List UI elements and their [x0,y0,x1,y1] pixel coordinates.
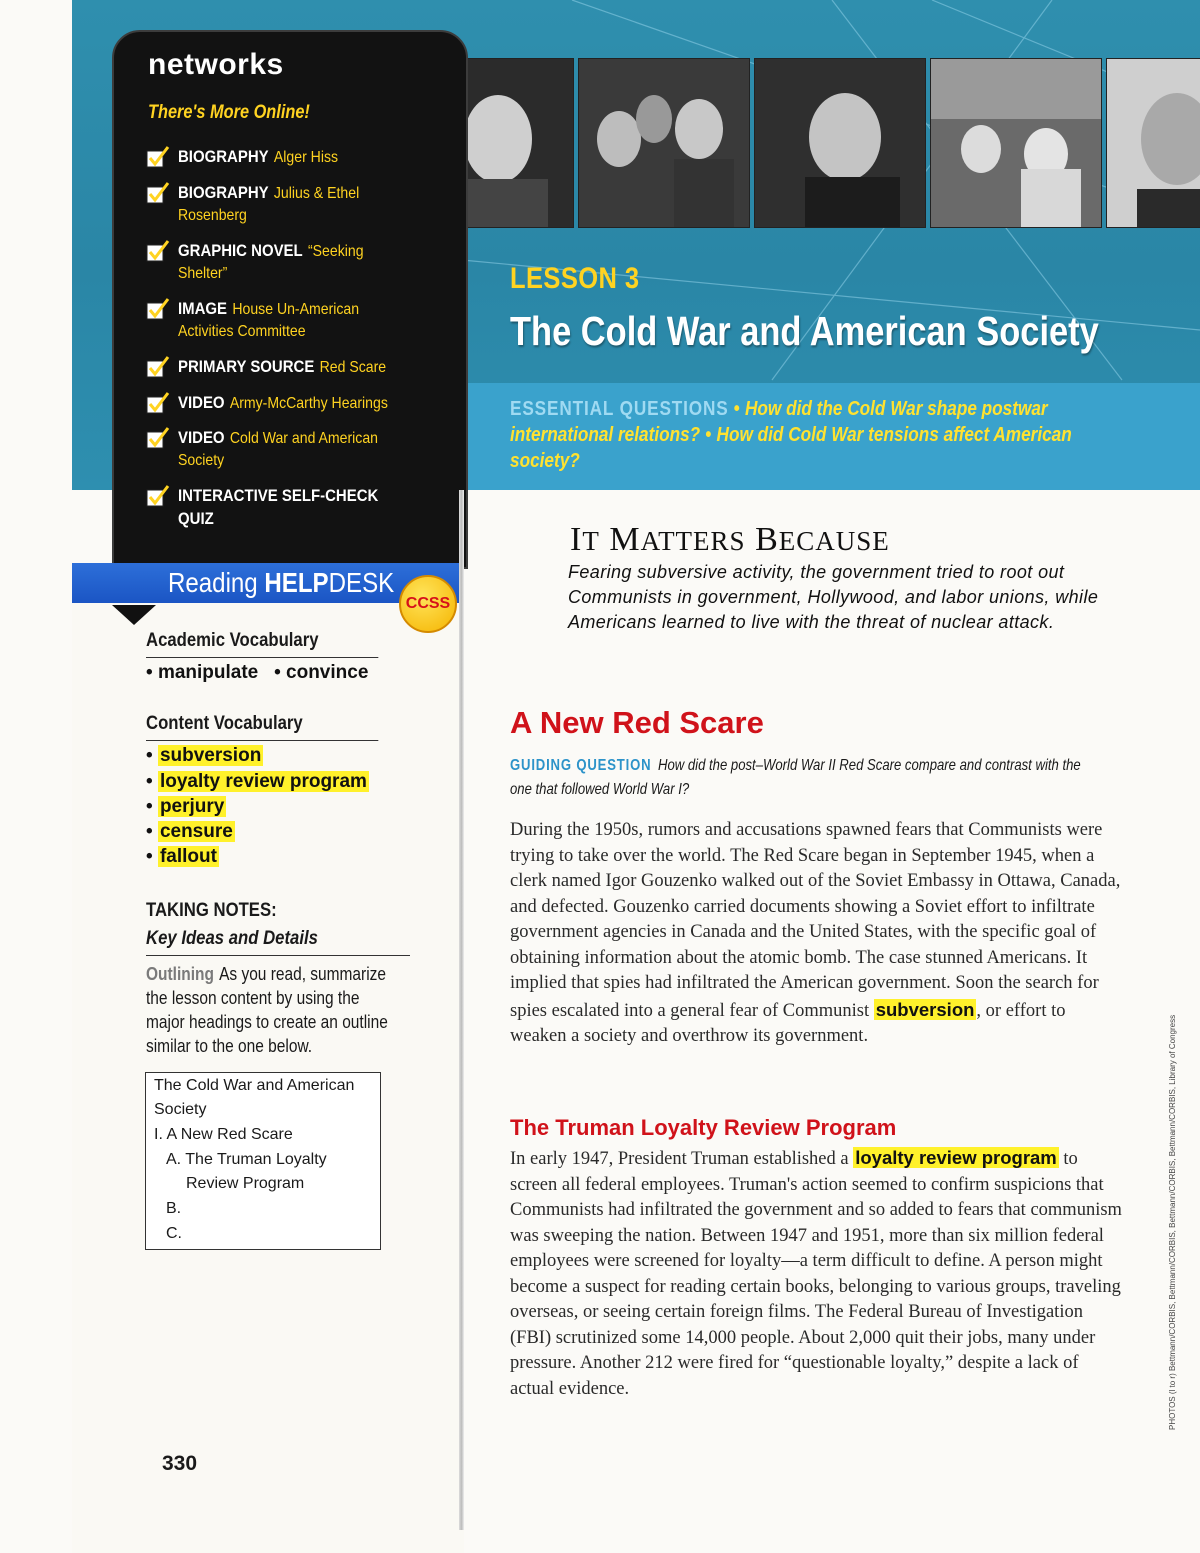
outline-line: The Cold War and American [154,1077,355,1094]
vocab-highlight: loyalty review program [855,1147,1057,1168]
outline-line: A. The Truman Loyalty [166,1151,327,1168]
key-ideas-heading: Key Ideas and Details [146,928,410,956]
lesson-number: LESSON 3 [510,262,640,295]
checkbox-icon [146,146,172,175]
vocab-term: • loyalty review program [146,771,367,792]
checkbox-icon [146,485,172,514]
academic-vocabulary-heading: Academic Vocabulary [146,630,378,658]
outline-line: Society [154,1101,207,1118]
academic-vocabulary-list: • manipulate • convince [146,662,369,683]
checkbox-icon [146,298,172,327]
online-item-video-hearings[interactable]: VIDEO Army-McCarthy Hearings [146,392,446,421]
online-item-video-society[interactable]: VIDEO Cold War and American Society [146,427,446,472]
checkbox-icon [146,392,172,421]
section-title: A New Red Scare [510,705,764,740]
outline-line: Review Program [186,1175,305,1192]
photo-mccarthy [754,58,926,228]
essential-questions-label: ESSENTIAL QUESTIONS [510,398,729,420]
page-number: 330 [162,1452,198,1475]
ccss-badge: CCSS [399,575,457,633]
photo-portrait [1106,58,1200,228]
vocab-term: • censure [146,821,233,842]
online-item-biography-hiss[interactable]: BIOGRAPHY Alger Hiss [146,146,446,175]
lesson-title: The Cold War and American Society [510,308,1099,354]
photo-credit: PHOTOS (l to r) Bettmann/CORBIS, Bettmann/CORBIS, Bettmann/CORBIS, Bettmann/CORBIS, Library of Congress [1168,1014,1177,1430]
outline-instructions: Outlining As you read, summarize the lesson content by using the major headings to create an outline similar to the one below. [146,964,388,1056]
reading-helpdesk-title: Reading HELPDESK [168,567,395,598]
online-item-graphic-novel[interactable]: GRAPHIC NOVEL “Seeking Shelter” [146,240,446,285]
photo-rosenbergs [578,58,750,228]
online-item-quiz[interactable]: INTERACTIVE SELF-CHECK QUIZ [146,485,446,531]
outline-line: C. [166,1225,182,1242]
vocab-term: • subversion [146,745,262,766]
online-item-image-huac[interactable]: IMAGE House Un-American Activities Committee [146,298,446,343]
essential-question-2: How did Cold War tensions affect American society? [510,424,1072,472]
checkbox-icon [146,240,172,269]
it-matters-heading: IT MATTERS BECAUSE [570,521,890,558]
essential-questions: ESSENTIAL QUESTIONS • How did the Cold War shape postwar international relations? • How did Cold War tensions affect American society? [510,398,1072,472]
online-item-primary-source[interactable]: PRIMARY SOURCE Red Scare [146,356,446,385]
body-paragraph-2: In early 1947, President Truman established a loyalty review program to screen all federal employees. Truman's action seemed to confirm suspicions that Communists had infiltrated the government and so added to fears that communism was sweeping the nation. Between 1947 and 1951, more than six million federal employees were screened for loyalty—a term difficult to define. A person might become a suspect for reading certain books, belonging to various groups, traveling overseas, or seeing certain foreign films. The Federal Bureau of Investigation (FBI) scrutinized some 14,000 people. About 2,000 quit their jobs, many under pressure. Another 212 were fired for “questionable loyalty,” despite a lack of actual evidence. [510,1147,1122,1399]
vocab-term: • fallout [146,846,217,867]
checkbox-icon [146,356,172,385]
subsection-title: The Truman Loyalty Review Program [510,1115,897,1140]
vocab-highlight: subversion [875,998,975,1020]
outline-line: B. [166,1200,182,1217]
more-online-tagline: There's More Online! [148,102,310,123]
checkbox-icon [146,427,172,456]
essential-question-1: How did the Cold War shape postwar international relations? [510,398,1048,446]
body-paragraph-1: During the 1950s, rumors and accusations spawned fears that Communists were trying to take over the world. The Red Scare began in September 1945, when a clerk named Igor Gouzenko walked out of the Soviet Embassy in Ottawa, Canada, and defected. Gouzenko carried documents showing a Soviet effort to infiltrate government agencies in Canada and the United States, with the specific goal of obtaining information about the atomic bomb. The case stunned Americans. It implied that spies had infiltrated the American government. Soon the search for spies escalated into a general fear of Communist subversion , or effort to weaken a society and overthrow its government. [510,820,1121,1046]
it-matters-text: Fearing subversive activity, the government tried to root out Communists in government, Hollywood, and labor unions, while Americans learned to live with the threat of nuclear attack. [568,562,1099,632]
guiding-question: GUIDING QUESTION How did the post–World War II Red Scare compare and contrast with the one that followed World War I? [510,757,1081,798]
taking-notes-heading: TAKING NOTES: [146,900,277,921]
networks-logo: networks [148,48,284,81]
online-item-biography-rosenberg[interactable]: BIOGRAPHY Julius & Ethel Rosenberg [146,182,446,227]
page-gutter [459,490,464,1530]
outline-line: I. A New Red Scare [154,1126,293,1143]
content-vocabulary-heading: Content Vocabulary [146,713,378,741]
photo-shelter [930,58,1102,228]
vocab-term: • perjury [146,796,225,817]
down-arrow-icon [108,603,160,627]
checkbox-icon [146,182,172,211]
